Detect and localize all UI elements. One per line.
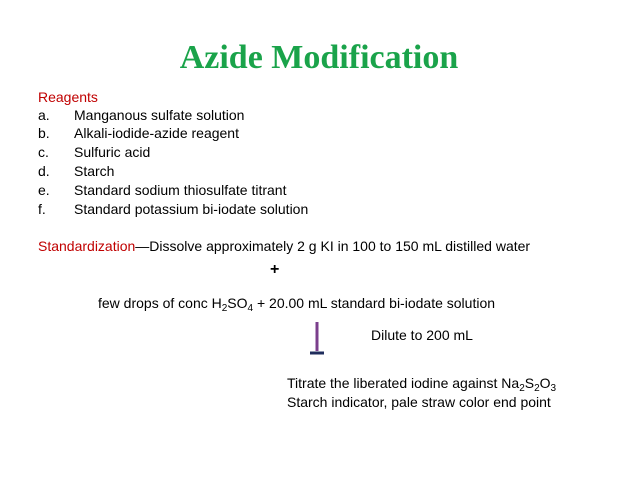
drops-prefix: few drops of conc H [98,295,222,311]
s-text: S [524,375,535,391]
list-letter: b. [38,125,50,141]
list-letter: f. [38,201,46,217]
drops-suffix: + 20.00 mL standard bi-iodate solution [253,295,496,311]
list-letter: a. [38,107,50,123]
list-text: Alkali-iodide-azide reagent [74,125,239,141]
titrate-prefix: Titrate the liberated iodine against Na [287,375,520,391]
dilute-text: Dilute to 200 mL [371,327,473,343]
subscript: 2 [221,303,228,314]
subscript: 2 [534,383,540,394]
list-letter: c. [38,144,49,160]
o-text: O [539,375,551,391]
subscript: 2 [519,383,525,394]
titrate-line [287,374,556,392]
list-text: Starch [74,163,115,179]
reagents-heading: Reagents [38,89,98,105]
list-text: Standard sodium thiosulfate titrant [74,182,287,198]
so-text: SO [227,295,248,311]
drops-line [98,294,495,312]
list-text: Standard potassium bi-iodate solution [74,201,309,217]
list-letter: d. [38,163,50,179]
standardization-text: —Dissolve approximately 2 g KI in 100 to 150 mL distilled water [135,238,531,254]
down-arrow-icon [310,322,324,356]
list-text: Sulfuric acid [74,144,151,160]
list-letter: e. [38,182,50,198]
list-text: Manganous sulfate solution [74,107,245,123]
plus-sign: + [270,261,280,278]
page-title: Azide Modification [179,39,459,76]
subscript: 3 [550,383,557,394]
standardization-label: Standardization [38,238,136,254]
subscript: 4 [247,303,254,314]
indicator-text: Starch indicator, pale straw color end point [287,394,551,410]
standardization-line [38,237,530,255]
